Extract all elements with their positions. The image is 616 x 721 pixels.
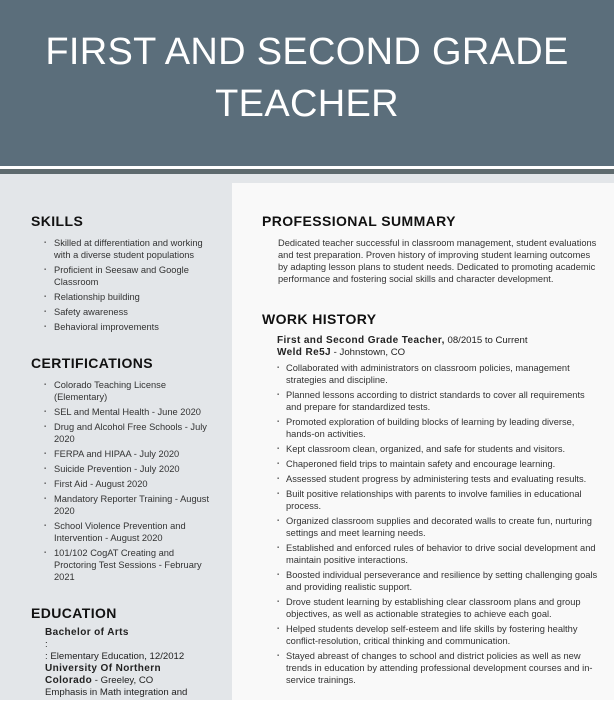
list-item: ▪ Proficient in Seesaw and Google Classroom [31, 264, 211, 288]
skills-heading: SKILLS [31, 213, 84, 229]
list-item: ▪ Drug and Alcohol Free Schools - July 2020 [31, 421, 211, 445]
job-title: First and Second Grade Teacher, [277, 335, 445, 346]
list-item: ▪ Relationship building [31, 291, 211, 303]
list-item: ▪ Kept classroom clean, organized, and safe for students and visitors. [277, 443, 602, 455]
certifications-heading: CERTIFICATIONS [31, 355, 154, 371]
list-item: ▪ School Violence Prevention and Intervention - August 2020 [31, 520, 211, 544]
employer: Weld Re5J [277, 347, 331, 358]
list-item: ▪ Mandatory Reporter Training - August 2020 [31, 493, 211, 517]
work-history-heading: WORK HISTORY [262, 311, 377, 327]
list-item: ▪ Colorado Teaching License (Elementary) [31, 379, 211, 403]
certifications-list [31, 379, 211, 583]
resume-header [0, 0, 614, 166]
list-item: ▪ Suicide Prevention - July 2020 [31, 463, 211, 475]
school-location: - Greeley, CO [92, 675, 154, 686]
skills-list [31, 237, 211, 333]
main-content [262, 213, 602, 689]
title-line-1: FIRST AND SECOND GRADE [45, 31, 569, 73]
list-item: ▪ Boosted individual perseverance and resilience by setting challenging goals and providing realistic support. [277, 569, 602, 593]
list-item: ▪ Behavioral improvements [31, 321, 211, 333]
list-item: ▪ First Aid - August 2020 [31, 478, 211, 490]
education-note: Emphasis in Math integration and [45, 687, 188, 698]
list-item: ▪ Organized classroom supplies and decorated walls to create fun, nurturing settings and meet learning needs. [277, 515, 602, 539]
summary-section [262, 213, 602, 285]
list-item: ▪ Built positive relationships with parents to involve families in educational process. [277, 488, 602, 512]
list-item: ▪ Established and enforced rules of behavior to drive social development and maintain positive interactions. [277, 542, 602, 566]
summary-text: Dedicated teacher successful in classroom management, student evaluations and test preparation. Proven history of improving student learning outcomes by adapting lesson plans to student needs. Dedicated to promoting academic performance and fostering social skills and character development. [278, 238, 597, 284]
list-item: ▪ Helped students develop self-esteem and life skills by fostering healthy conflict-resolution, critical thinking and communication. [277, 623, 602, 647]
school-name: University Of Northern Colorado [45, 663, 162, 686]
list-item: ▪ Skilled at differentiation and working with a diverse student populations [31, 237, 211, 261]
degree-colon: : [45, 639, 48, 650]
list-item: ▪ Promoted exploration of building blocks of learning by leading diverse, hands-on activities. [277, 416, 602, 440]
job-dates: 08/2015 to Current [444, 335, 528, 346]
certifications-section [31, 355, 211, 583]
list-item: ▪ 101/102 CogAT Creating and Proctoring Test Sessions - February 2021 [31, 547, 211, 583]
summary-heading: PROFESSIONAL SUMMARY [262, 213, 456, 229]
list-item: ▪ Assessed student progress by administering tests and evaluating results. [277, 473, 602, 485]
job-header [262, 335, 602, 359]
education-entry [31, 627, 211, 699]
list-item: ▪ Planned lessons according to district standards to cover all requirements and prepare for standardized tests. [277, 389, 602, 413]
list-item: ▪ Safety awareness [31, 306, 211, 318]
skills-section [31, 213, 211, 333]
list-item: ▪ Drove student learning by establishing clear classroom plans and group objectives, as well as actionable strategies to achieve each goal. [277, 596, 602, 620]
list-item: ▪ FERPA and HIPAA - July 2020 [31, 448, 211, 460]
list-item: ▪ Chaperoned field trips to maintain safety and encourage learning. [277, 458, 602, 470]
education-section [31, 605, 211, 699]
degree: Bachelor of Arts [45, 627, 129, 638]
sidebar [31, 213, 211, 721]
job-location: - Johnstown, CO [331, 347, 406, 358]
title-line-2: TEACHER [215, 83, 399, 125]
education-heading: EDUCATION [31, 605, 117, 621]
list-item: ▪ SEL and Mental Health - June 2020 [31, 406, 211, 418]
list-item: ▪ Stayed abreast of changes to school and district policies as well as new trends in education by attending professional development courses and in-service trainings. [277, 650, 602, 686]
job-duties-list [262, 362, 602, 686]
work-history-section [262, 311, 602, 686]
list-item: ▪ Collaborated with administrators on classroom policies, management strategies and discipline. [277, 362, 602, 386]
field-of-study: : Elementary Education, 12/2012 [45, 651, 185, 662]
